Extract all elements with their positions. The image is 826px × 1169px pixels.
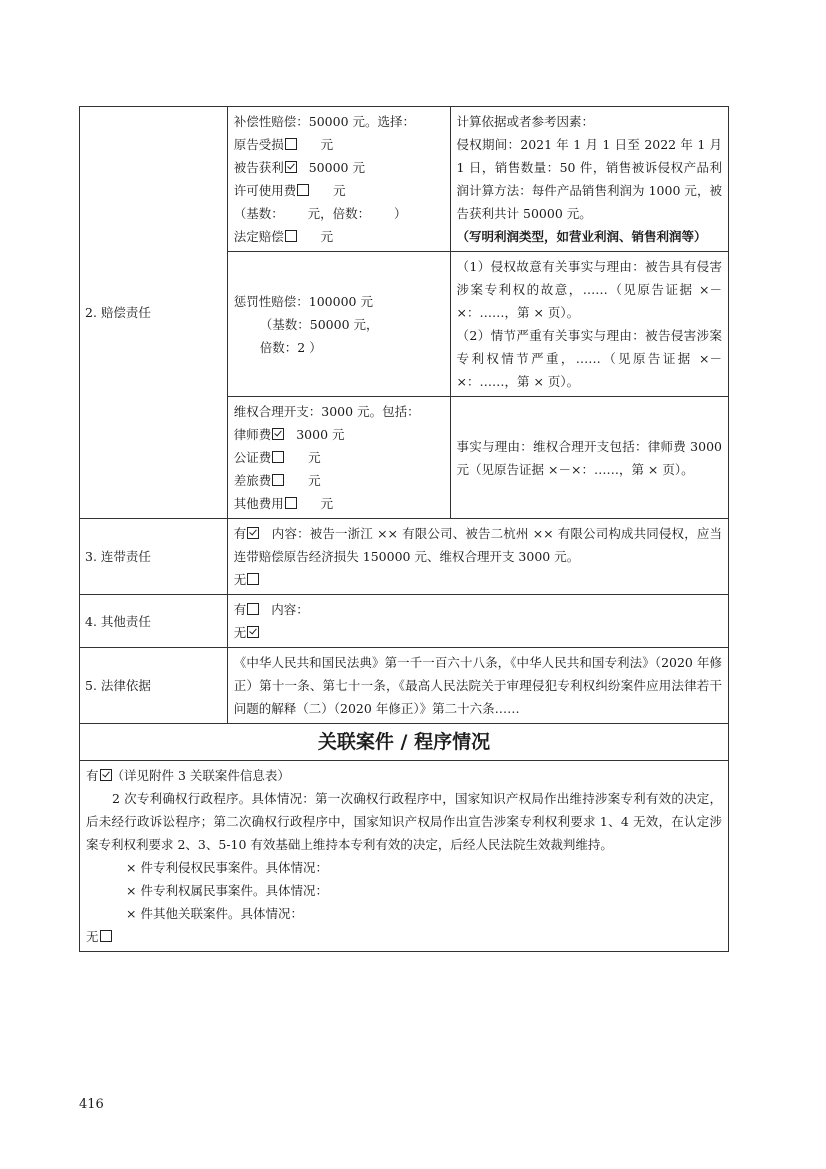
joint-no-option[interactable]: 无 [234,568,722,591]
severity-reason: （2）情节严重有关事实与理由：被告侵害涉案专利权情节严重，……（见原告证据 ×－×：……，第 × 页）。 [456,328,722,389]
related-cases-title: 关联案件 / 程序情况 [80,724,729,761]
other-yes-option[interactable]: 有 内容： [233,602,309,617]
compensation-label: 2. 赔偿责任 [80,107,228,519]
joint-liability-label: 3. 连带责任 [80,519,228,595]
related-content-row [80,761,729,952]
other-yes-checkbox[interactable] [247,603,259,615]
compensatory-damages-cell [227,107,450,252]
related-ownership: × 件专利权属民事案件。具体情况： [126,883,328,898]
basis-note: （写明利润类型，如营业利润、销售利润等） [456,229,707,244]
joint-content: 内容：被告一浙江 ×× 有限公司、被告二杭州 ×× 有限公司构成共同侵权，应当连带赔偿原告经济损失 150000 元、维权合理开支 3000 元。 [233,526,722,564]
related-detail: 2 次专利确权行政程序。具体情况：第一次确权行政程序中，国家知识产权局作出维持涉案专利有效的决定，后未经行政诉讼程序；第二次确权行政程序中，国家知识产权局作出宣告涉案专利权利要求 1、4 无效，在认定涉案专利权利要求 2、3、5-10 有效基础上维持本专利有效的决定，后经人民法院生效裁判维持。 [86,791,722,852]
calculation-basis-cell [450,107,728,252]
license-fee-option[interactable]: 许可使用费 元 [233,183,346,198]
legal-basis-label: 5. 法律依据 [80,648,228,724]
punitive-total: 惩罚性赔偿：100000 元 [233,293,373,309]
punitive-base: （基数：50000 元， [259,316,379,332]
expenses-reason: 事实与理由：维权合理开支包括：律师费 3000 元（见原告证据 ×－×：……，第 × 页）。 [450,397,728,519]
basis-text: 侵权期间：2021 年 1 月 1 日至 2022 年 1 月 1 日，销售数量：50 件，销售被诉侵权产品利润计算方法：每件产品销售利润为 1000 元，被告获利共计 50000 元。 [456,137,722,221]
lawyer-fee-checkbox[interactable] [272,428,284,440]
compensatory-row [80,107,729,252]
joint-no-checkbox[interactable] [247,573,259,585]
basis-title: 计算依据或者参考因素： [456,114,595,129]
statutory-damages-option[interactable]: 法定赔偿 元 [233,229,334,244]
lawyer-fee-option[interactable]: 律师费 3000 元 [233,427,345,442]
related-title-row [80,724,729,761]
other-fee-checkbox[interactable] [285,497,297,509]
license-fee-checkbox[interactable] [297,184,309,196]
statutory-damages-checkbox[interactable] [285,230,297,242]
other-liability-label: 4. 其他责任 [80,595,228,648]
punitive-damages-cell [227,252,450,397]
joint-liability-cell: 有 内容：被告一浙江 ×× 有限公司、被告二杭州 ×× 有限公司构成共同侵权，应当连带赔偿原告经济损失 150000 元、维权合理开支 3000 元。 无 [227,519,728,595]
other-no-checkbox[interactable] [247,626,259,638]
intent-reason: （1）侵权故意有关事实与理由：被告具有侵害涉案专利权的故意，……（见原告证据 ×－×：……，第 × 页）。 [456,259,722,320]
joint-liability-row [80,519,729,595]
expenses-cell [227,397,450,519]
legal-basis-row [80,648,729,724]
related-yes-option[interactable]: 有 （详见附件 3 关联案件信息表） [86,768,290,783]
related-others: × 件其他关联案件。具体情况： [126,906,303,921]
travel-fee-option[interactable]: 差旅费 元 [233,473,321,488]
legal-basis-text: 《中华人民共和国民法典》第一千一百六十八条，《中华人民共和国专利法》（2020 年修正）第十一条、第七十一条，《最高人民法院关于审理侵犯专利权纠纷案件应用法律若干问题的解释（二）（2020 年修正）》第二十六条…… [227,648,728,724]
license-base-multiple: （基数： 元，倍数： ） [233,206,407,221]
punitive-multiple: 倍数：2 ） [259,339,322,355]
other-liability-row [80,595,729,648]
related-no-option[interactable]: 无 [86,925,722,948]
related-cases-cell [80,761,729,952]
plaintiff-loss-checkbox[interactable] [285,138,297,150]
punitive-reason-cell [450,252,728,397]
plaintiff-loss-option[interactable]: 原告受损 元 [233,137,334,152]
related-yes-checkbox[interactable] [100,769,112,781]
related-civil: × 件专利侵权民事案件。具体情况： [126,860,328,875]
joint-yes-checkbox[interactable] [247,527,259,539]
related-no-checkbox[interactable] [100,930,112,942]
compensatory-total: 补偿性赔偿：50000 元。选择： [233,114,416,129]
travel-fee-checkbox[interactable] [272,474,284,486]
notary-fee-option[interactable]: 公证费 元 [233,450,321,465]
defendant-profit-checkbox[interactable] [285,161,297,173]
other-fee-option[interactable]: 其他费用 元 [233,496,334,511]
case-table [79,106,729,952]
other-no-option[interactable]: 无 [234,621,722,644]
defendant-profit-option[interactable]: 被告获利 50000 元 [233,160,365,175]
page-number: 416 [79,1097,104,1112]
expenses-total: 维权合理开支：3000 元。包括： [233,404,420,419]
notary-fee-checkbox[interactable] [272,451,284,463]
other-liability-cell [227,595,728,648]
